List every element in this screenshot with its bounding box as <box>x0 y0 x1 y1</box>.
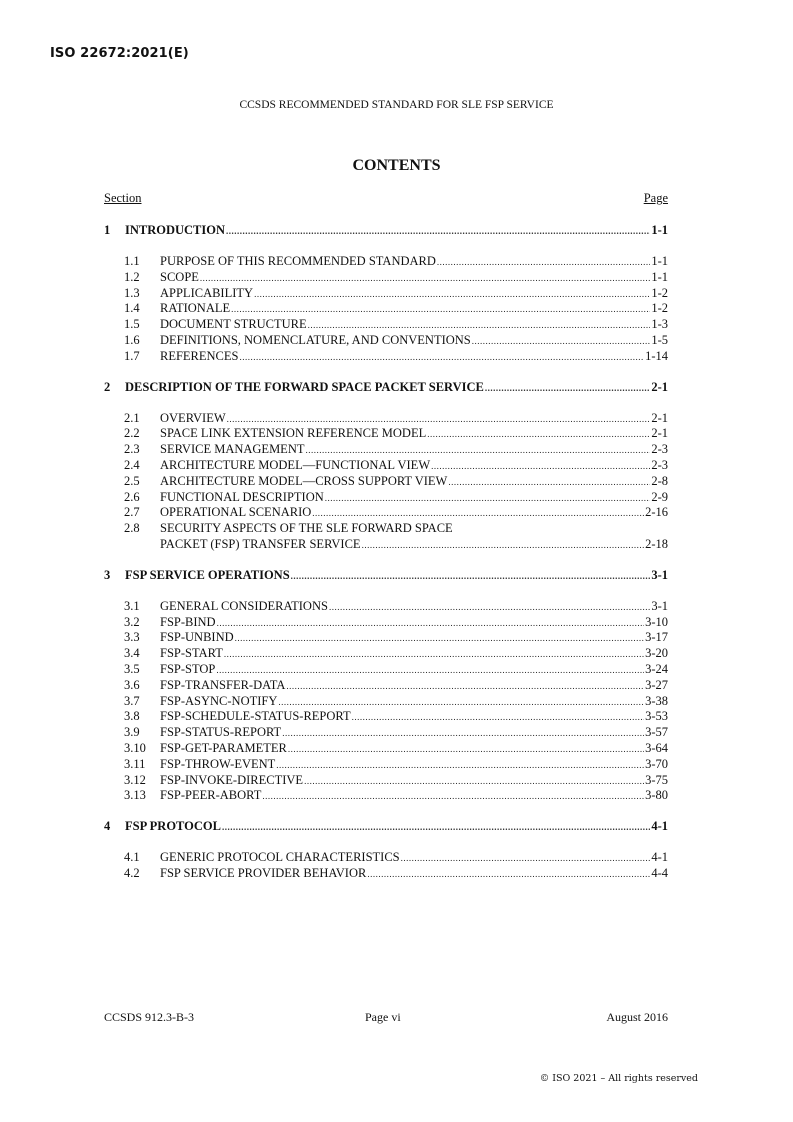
toc-entry-page: 3-1 <box>651 598 668 613</box>
section-column-heading: Section <box>104 191 142 205</box>
toc-entry-page: 2-1 <box>651 379 668 394</box>
toc-entry-number: 2.7 <box>124 505 140 520</box>
toc-dot-leader <box>329 602 650 612</box>
toc-dot-leader <box>352 712 644 722</box>
toc-entry-page: 1-5 <box>651 332 668 347</box>
toc-dot-leader <box>401 853 651 863</box>
toc-entry-title: SCOPE <box>160 269 199 284</box>
toc-section-entry[interactable] <box>104 349 668 365</box>
toc-entry-number: 3.11 <box>124 756 146 771</box>
toc-entry-number: 2.6 <box>124 489 140 504</box>
toc-spacer <box>104 396 668 411</box>
footer-date: August 2016 <box>606 1010 668 1024</box>
toc-entry-number: 1.4 <box>124 301 140 316</box>
toc-entry-title: ARCHITECTURE MODEL—FUNCTIONAL VIEW <box>160 457 431 472</box>
toc-dot-leader <box>235 633 644 643</box>
copyright-notice: © ISO 2021 – All rights reserved <box>539 1073 698 1084</box>
toc-dot-leader <box>431 461 650 471</box>
toc-dot-leader <box>308 320 651 330</box>
toc-entry-title: GENERIC PROTOCOL CHARACTERISTICS <box>160 850 400 865</box>
toc-entry-page: 2-18 <box>645 536 668 551</box>
toc-dot-leader <box>216 665 644 675</box>
toc-section-entry[interactable] <box>104 850 668 866</box>
toc-entry-page: 1-2 <box>651 301 668 316</box>
toc-dot-leader <box>291 571 651 581</box>
toc-entry-page: 1-14 <box>645 348 668 363</box>
toc-entry-page: 4-4 <box>651 865 668 880</box>
toc-section-entry[interactable] <box>104 757 668 773</box>
toc-dot-leader <box>427 429 650 439</box>
toc-dot-leader <box>305 445 650 455</box>
toc-entry-page: 2-3 <box>651 442 668 457</box>
toc-entry-page: 3-1 <box>651 567 668 582</box>
toc-dot-leader <box>367 869 650 879</box>
running-head: CCSDS RECOMMENDED STANDARD FOR SLE FSP SERVICE <box>239 99 554 111</box>
toc-spacer <box>104 553 668 568</box>
toc-section-entry[interactable] <box>104 301 668 317</box>
toc-section-entry[interactable] <box>104 521 668 537</box>
toc-section-entry[interactable] <box>104 709 668 725</box>
toc-entry-page: 3-75 <box>645 772 668 787</box>
toc-entry-number: 1.2 <box>124 269 140 284</box>
toc-dot-leader <box>231 304 650 314</box>
toc-entry-number: 3.7 <box>124 693 140 708</box>
toc-dot-leader <box>282 728 644 738</box>
toc-entry-page: 1-1 <box>651 223 668 237</box>
toc-section-entry[interactable] <box>104 773 668 789</box>
table-of-contents <box>104 223 668 882</box>
toc-entry-title: OVERVIEW <box>160 410 226 425</box>
toc-entry-page: 3-80 <box>645 788 668 803</box>
toc-entry-title: GENERAL CONSIDERATIONS <box>160 598 328 613</box>
toc-entry-number: 3.2 <box>124 614 140 629</box>
toc-dot-leader <box>288 744 644 754</box>
toc-section-entry[interactable] <box>104 662 668 678</box>
toc-dot-leader <box>226 226 650 236</box>
toc-entry-number: 2.1 <box>124 410 140 425</box>
toc-dot-leader <box>224 649 644 659</box>
toc-entry-title: FSP-ASYNC-NOTIFY <box>160 693 278 708</box>
toc-chapter-entry[interactable] <box>104 380 668 396</box>
toc-entry-page: 2-8 <box>651 473 668 488</box>
contents-title: CONTENTS <box>352 157 441 174</box>
toc-section-entry[interactable] <box>104 254 668 270</box>
toc-entry-title: FSP-INVOKE-DIRECTIVE <box>160 772 304 787</box>
toc-entry-title: FSP-PEER-ABORT <box>160 788 262 803</box>
toc-dot-leader <box>286 681 644 691</box>
toc-entry-title: FSP SERVICE OPERATIONS <box>125 567 290 582</box>
toc-entry-title: FUNCTIONAL DESCRIPTION <box>160 489 324 504</box>
toc-entry-title: SERVICE MANAGEMENT <box>160 442 305 457</box>
toc-section-entry[interactable] <box>104 725 668 741</box>
toc-dot-leader <box>362 540 645 550</box>
toc-entry-number: 1 <box>104 223 111 237</box>
toc-entry-number: 3.12 <box>124 772 146 787</box>
toc-section-entry[interactable] <box>104 694 668 710</box>
toc-dot-leader <box>278 697 644 707</box>
toc-entry-number: 3.6 <box>124 677 140 692</box>
toc-dot-leader <box>485 383 650 393</box>
toc-dot-leader <box>448 477 650 487</box>
toc-entry-number: 4.2 <box>124 865 140 880</box>
toc-entry-number: 1.3 <box>124 285 140 300</box>
toc-section-entry[interactable] <box>104 458 668 474</box>
toc-entry-page: 3-17 <box>645 630 668 645</box>
toc-section-entry[interactable] <box>104 678 668 694</box>
toc-entry-number: 2.8 <box>124 521 140 536</box>
toc-dot-leader <box>222 822 650 832</box>
toc-entry-title: DEFINITIONS, NOMENCLATURE, AND CONVENTIONS <box>160 332 471 347</box>
toc-dot-leader <box>262 791 644 801</box>
toc-entry-page: 3-38 <box>645 693 668 708</box>
toc-dot-leader <box>304 776 644 786</box>
toc-section-entry[interactable] <box>104 646 668 662</box>
toc-entry-number: 1.6 <box>124 332 140 347</box>
toc-entry-number: 3.8 <box>124 709 140 724</box>
toc-entry-title: FSP SERVICE PROVIDER BEHAVIOR <box>160 865 367 880</box>
toc-entry-number: 3.3 <box>124 630 140 645</box>
toc-entry-number: 3.10 <box>124 740 146 755</box>
toc-entry-number: 3.13 <box>124 788 146 803</box>
toc-section-entry[interactable] <box>104 286 668 302</box>
toc-entry-number: 2 <box>104 379 111 394</box>
toc-entry-title: OPERATIONAL SCENARIO <box>160 505 312 520</box>
toc-entry-page: 1-3 <box>651 317 668 332</box>
toc-entry-number: 2.3 <box>124 442 140 457</box>
toc-entry-page: 3-53 <box>645 709 668 724</box>
toc-entry-page: 1-1 <box>651 269 668 284</box>
toc-entry-title: RATIONALE <box>160 301 231 316</box>
toc-entry-page: 2-16 <box>645 505 668 520</box>
toc-entry-title: FSP-START <box>160 646 223 661</box>
toc-section-entry-continued[interactable] <box>104 537 668 553</box>
toc-section-entry[interactable] <box>104 411 668 427</box>
toc-spacer <box>104 365 668 380</box>
iso-document-id: ISO 22672:2021(E) <box>50 46 189 61</box>
toc-entry-page: 3-70 <box>645 756 668 771</box>
toc-dot-leader <box>437 257 650 267</box>
toc-entry-page: 2-1 <box>651 410 668 425</box>
toc-entry-title: FSP-UNBIND <box>160 630 234 645</box>
toc-entry-page: 1-1 <box>651 254 668 268</box>
toc-entry-title: SECURITY ASPECTS OF THE SLE FORWARD SPACE <box>160 521 453 536</box>
toc-entry-page: 4-1 <box>651 850 668 865</box>
toc-spacer <box>104 584 668 599</box>
toc-dot-leader <box>254 289 650 299</box>
toc-entry-title: DESCRIPTION OF THE FORWARD SPACE PACKET SERVICE <box>125 379 484 394</box>
toc-entry-number: 3.5 <box>124 661 140 676</box>
toc-entry-number: 3.9 <box>124 725 140 740</box>
toc-entry-number: 2.4 <box>124 457 140 472</box>
toc-entry-title: REFERENCES <box>160 348 239 363</box>
toc-entry-title: FSP-THROW-EVENT <box>160 756 276 771</box>
toc-section-entry[interactable] <box>104 270 668 286</box>
toc-entry-title: SPACE LINK EXTENSION REFERENCE MODEL <box>160 426 427 441</box>
toc-chapter-entry[interactable] <box>104 568 668 584</box>
toc-entry-number: 3.4 <box>124 646 140 661</box>
toc-dot-leader <box>312 508 644 518</box>
toc-chapter-entry[interactable] <box>104 223 668 239</box>
toc-section-entry[interactable] <box>104 317 668 333</box>
toc-entry-page: 3-64 <box>645 740 668 755</box>
toc-section-entry[interactable] <box>104 788 668 804</box>
footer-page-label: Page vi <box>365 1010 401 1024</box>
toc-dot-leader <box>200 273 650 283</box>
toc-section-entry[interactable] <box>104 630 668 646</box>
footer-doc-number: CCSDS 912.3-B-3 <box>104 1010 195 1024</box>
toc-spacer <box>104 239 668 254</box>
toc-dot-leader <box>240 352 645 362</box>
toc-chapter-entry[interactable] <box>104 819 668 835</box>
toc-spacer <box>104 835 668 850</box>
toc-entry-title: APPLICABILITY <box>160 285 254 300</box>
toc-entry-page: 2-1 <box>651 426 668 441</box>
toc-section-entry[interactable] <box>104 442 668 458</box>
toc-entry-number: 4 <box>104 819 111 834</box>
toc-section-entry[interactable] <box>104 866 668 882</box>
toc-entry-title: ARCHITECTURE MODEL—CROSS SUPPORT VIEW <box>160 473 448 488</box>
toc-entry-number: 1.7 <box>124 348 140 363</box>
toc-entry-number: 2.5 <box>124 473 140 488</box>
toc-spacer <box>104 804 668 819</box>
toc-entry-number: 1.1 <box>124 254 140 268</box>
toc-entry-title: PURPOSE OF THIS RECOMMENDED STANDARD <box>160 254 436 268</box>
toc-entry-page: 2-3 <box>651 457 668 472</box>
toc-entry-title: FSP-SCHEDULE-STATUS-REPORT <box>160 709 351 724</box>
toc-entry-title: FSP-BIND <box>160 614 216 629</box>
toc-dot-leader <box>472 336 651 346</box>
toc-entry-number: 3.1 <box>124 598 140 613</box>
toc-dot-leader <box>276 760 644 770</box>
toc-section-entry[interactable] <box>104 426 668 442</box>
toc-entry-number: 2.2 <box>124 426 140 441</box>
toc-entry-page: 3-10 <box>645 614 668 629</box>
toc-entry-number: 4.1 <box>124 850 140 865</box>
toc-section-entry[interactable] <box>104 333 668 349</box>
toc-entry-number: 1.5 <box>124 317 140 332</box>
toc-section-entry[interactable] <box>104 741 668 757</box>
toc-entry-title: FSP-STOP <box>160 661 216 676</box>
toc-entry-title: DOCUMENT STRUCTURE <box>160 317 307 332</box>
toc-entry-page: 4-1 <box>651 819 668 834</box>
toc-dot-leader <box>227 414 651 424</box>
toc-section-entry[interactable] <box>104 599 668 615</box>
toc-entry-title: FSP-STATUS-REPORT <box>160 725 282 740</box>
toc-section-entry[interactable] <box>104 490 668 506</box>
toc-section-entry[interactable] <box>104 615 668 631</box>
toc-entry-page: 3-20 <box>645 646 668 661</box>
toc-entry-title: FSP-TRANSFER-DATA <box>160 677 286 692</box>
toc-entry-title: INTRODUCTION <box>125 223 226 237</box>
toc-dot-leader <box>217 618 645 628</box>
toc-entry-title: FSP-GET-PARAMETER <box>160 740 287 755</box>
toc-entry-page: 1-2 <box>651 285 668 300</box>
toc-entry-title: FSP PROTOCOL <box>125 819 221 834</box>
toc-section-entry[interactable] <box>104 474 668 490</box>
toc-entry-number: 3 <box>104 567 111 582</box>
toc-entry-page: 2-9 <box>651 489 668 504</box>
toc-entry-title: PACKET (FSP) TRANSFER SERVICE <box>160 536 361 551</box>
toc-entry-page: 3-57 <box>645 725 668 740</box>
toc-entry-page: 3-27 <box>645 677 668 692</box>
toc-entry-page: 3-24 <box>645 661 668 676</box>
toc-dot-leader <box>325 493 651 503</box>
toc-section-entry[interactable] <box>104 505 668 521</box>
page-column-heading: Page <box>643 191 668 205</box>
